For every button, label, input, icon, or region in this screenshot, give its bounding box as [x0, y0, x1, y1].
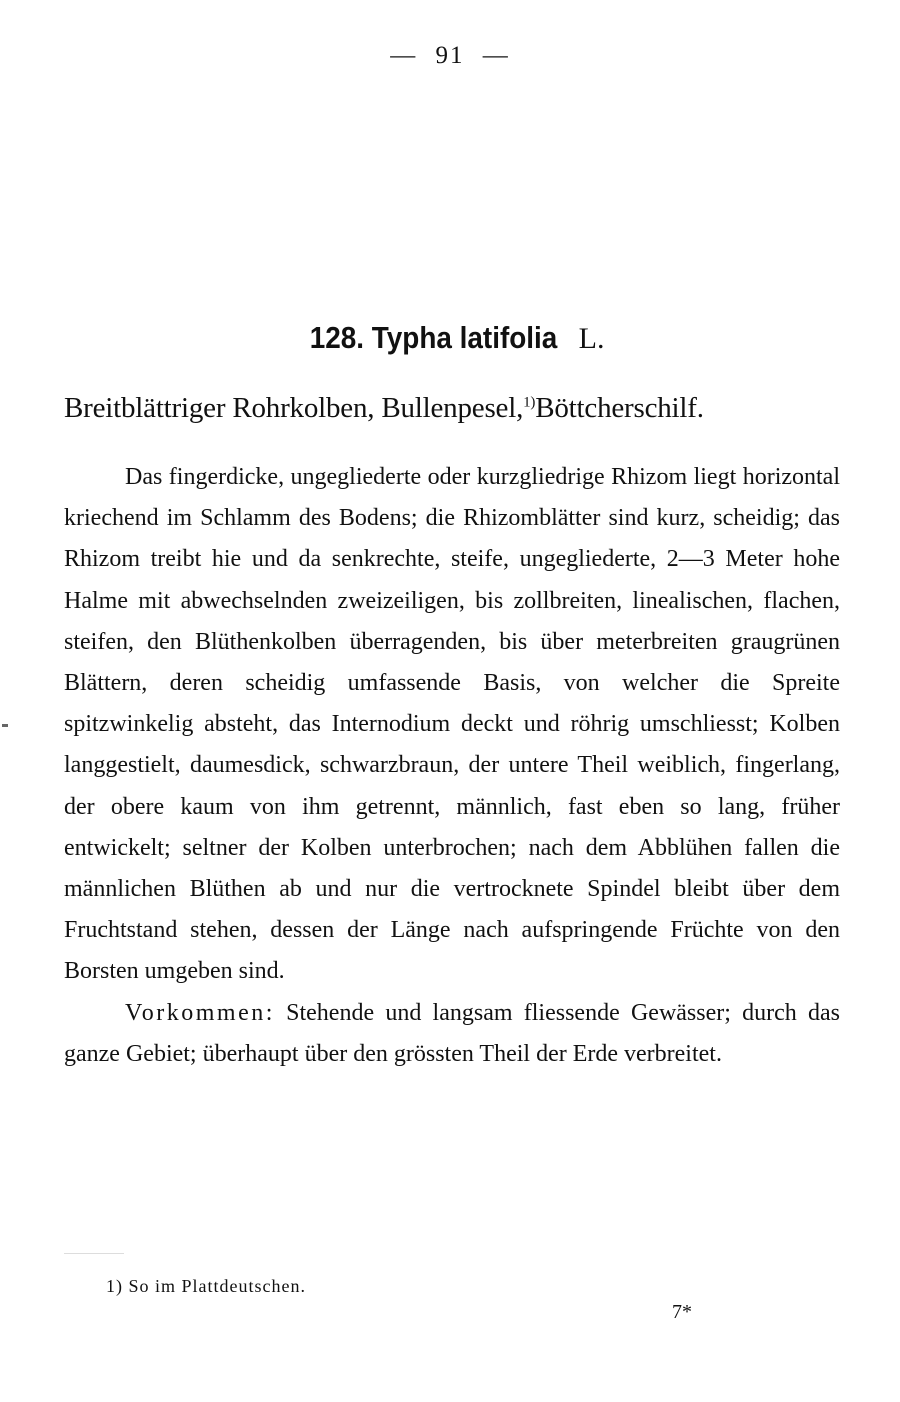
- description-paragraph: Das fingerdicke, ungegliederte oder kurzgliedrige Rhizom liegt horizontal kriechend im Schlamm des Bodens; die Rhizomblätter sind kurz, scheidig; das Rhizom treibt hie und da senkrechte, steife, ungegliederte, 2—3 Meter hohe Halme mit abwechselnden zweizeiligen, bis zollbreiten, linealischen, flachen, steifen, den Blüthenkolben überragenden, bis über meterbreiten graugrünen Blättern, deren scheidig umfassende Basis, von welcher die Spreite spitzwinkelig absteht, das Internodium deckt und röhrig umschliesst; Kolben langgestielt, daumesdick, schwarzbraun, der untere Theil weiblich, fingerlang, der obere kaum von ihm getrennt, männlich, fast eben so lang, früher entwickelt; seltner der Kolben unterbrochen; nach dem Abblühen fallen die männlichen Blüthen ab und nur die vertrocknete Spindel bleibt über dem Fruchtstand stehen, dessen der Länge nach aufspringende Früchte von den Borsten umgeben sind.: [64, 464, 840, 985]
- common-names-part2: Böttcherschilf.: [535, 392, 704, 424]
- footnote-divider: [64, 1253, 124, 1254]
- species-number-and-name: 128. Typha latifolia: [309, 320, 557, 355]
- common-names: [64, 388, 840, 428]
- signature-mark: 7*: [672, 1301, 692, 1323]
- occurrence-label: Vorkommen:: [125, 999, 275, 1026]
- species-heading: [0, 318, 900, 359]
- footnote: 1) So im Plattdeutschen.: [106, 1276, 306, 1296]
- common-names-part1: Breitblättriger Rohrkolben, Bullenpesel,: [64, 392, 524, 424]
- footnote-reference: 1): [523, 394, 536, 411]
- occurrence-text: Stehende und langsam fliessende Gewässer; durch das ganze Gebiet; überhaupt über den grössten Theil der Erde verbreitet.: [64, 999, 841, 1067]
- occurrence-paragraph: [64, 993, 840, 1075]
- description-body: [64, 457, 840, 1075]
- page-number: — 91 —: [390, 42, 510, 69]
- margin-mark: [2, 724, 8, 727]
- species-author: L.: [578, 322, 605, 355]
